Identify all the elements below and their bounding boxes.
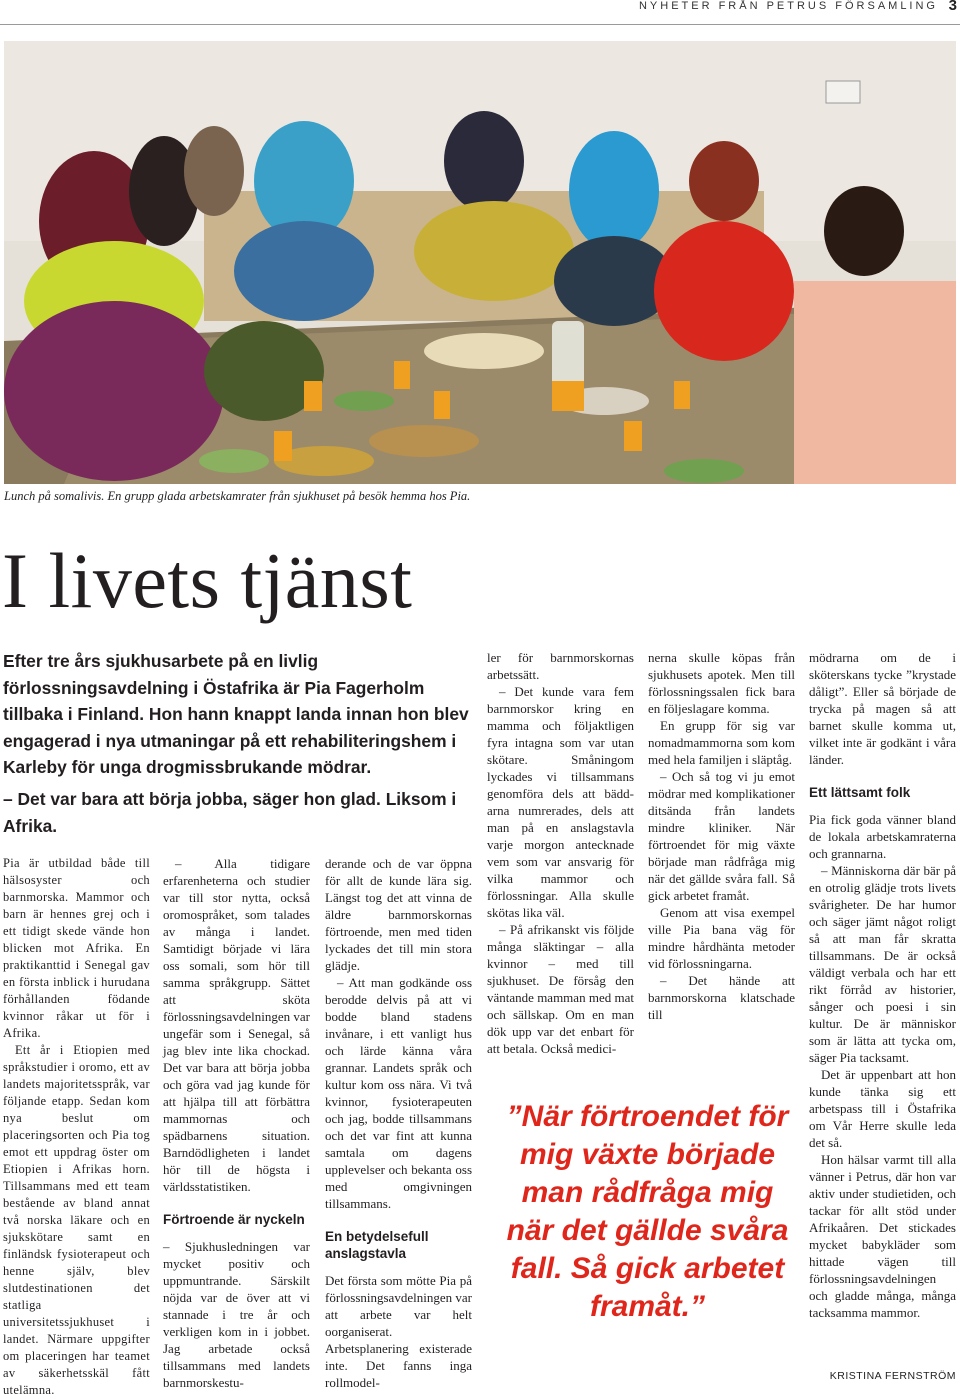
photo-caption: Lunch på somalivis. En grupp glada arbetskamrater från sjukhuset på besök hemma hos Pia.	[4, 489, 471, 503]
page-number: 3	[948, 0, 957, 14]
subheading: Ett lättsamt folk	[809, 785, 911, 800]
paragraph: Genom att visa exempel ville Pia bana väg för mindre hårdhänta metoder vid förlossningarna.	[648, 905, 795, 971]
article-lead-quote: – Det var bara att börja jobba, säger hon glad. Liksom i Afrika.	[3, 789, 457, 836]
text-column-6	[809, 649, 956, 1321]
author-byline: KRISTINA FERNSTRÖM	[829, 1370, 956, 1382]
paragraph: Det första som mötte Pia på förlossningsavdelningen var att arbete var helt oorganiserat. Arbetsplanering existerade inte. Det fanns inga rollmodel-	[325, 1273, 472, 1390]
section-title: NYHETER FRÅN PETRUS FÖRSAMLING	[638, 0, 938, 12]
paragraph: mödrarna om de i sköterskans tycke ”krystade dåligt”. Eller så började de trycka på magen så att barnet skulle komma ut, vilket inte är godkänt i våra länder.	[809, 650, 956, 767]
paragraph: – Och så tog vi ju emot mödrar med komplikationer ditsända från landets mindre kliniker. När förtroendet för mig växte började man rådfråga mig när det gällde svåra fall. Så gick arbetet framåt.	[648, 769, 795, 903]
paragraph: Ett år i Etiopien med språkstudier i oromo, ett av landets majoritetsspråk, var följande etapp. Sedan kom nya beslut om placeringsorten och Pia tog emot ett uppdrag öster om Etiopien i Afrikas horn. Tillsammans med ett team bestående av bland annat två norska läkare och en sjukskötare samt en finländsk fysioterapeut och henne själv, blev slutdestinationen det statliga universitetssjukhuset i landet. Närmare uppgifter om placeringen har teamet av säkerhetsskäl fått utelämna.	[3, 1043, 150, 1397]
paragraph: – Alla tidigare erfarenheterna och studier var till stor nytta, också oromospråket, som talades av många i landet. Samtidigt började vi lära oss somali, som hör till samma språkgrupp. Sättet att sköta förlossningsavdelningen var ungefär som i Senegal, så jag blev inte lika chockad. Det var bara att börja jobba och göra vad jag kunde för att hjälpa till att förbättra mammornas och spädbarnens situation. Barndödligheten i landet hör till de högsta i världsstatistiken.	[163, 856, 310, 1194]
paragraph: Pia är utbildad både till hälsosyster och barnmorska. Mammor och barn är hennes grej och i ett tidigt skede vände hon blicken mot Afrika. En praktikanttid i Senegal gav en första inblick i hurudana förhållanden födande kvinnor råkar ut för i Afrika.	[3, 856, 150, 1040]
article-lead: Efter tre års sjukhusarbete på en livlig förlossningsavdelning i Östafrika är Pia Fagerholm tillbaka i Finland. Hon hann knappt landa innan hon blev engagerad i nya utmaningar på ett rehabiliteringshem i Karleby för unga drogmissbrukande mödrar.	[3, 651, 469, 777]
paragraph: Pia fick goda vänner bland de lokala arbetskamraterna och grannarna.	[809, 812, 956, 861]
page-header	[0, 0, 960, 25]
paragraph: En grupp för sig var nomadmammorna som kom med hela familjen i släptåg.	[648, 718, 795, 767]
lunch-photo	[4, 41, 956, 484]
paragraph: – På afrikanskt vis följde många släktingar – alla kvinnor – med till sjukhuset. De försåg den väntande mamman med mat och sällskap. Om en man dök upp var det enbart för att betala. Också medici-	[487, 922, 634, 1056]
paragraph: – Det kunde vara fem barnmorskor kring en mamma och följaktligen fyra intagna som var utan skötare. Småningom lyckades vi tillsammans genomföra dels att bäddarna numrerades, dels att man på en anslagstavla varje morgon antecknade vem som var ansvarig för vilka mammor och förlossningar. Alla skulle skötas lika väl.	[487, 684, 634, 920]
paragraph: – Det hände att barnmorskorna klatschade till	[648, 973, 795, 1022]
paragraph: – Att man godkände oss berodde delvis på att vi bodde bland stadens invånare, i ett vanligt hus och lärde känna våra grannar. Landets språk och kultur kom oss nära. Vi två kvinnor, fysioterapeuten och jag, bodde tillsammans och det var fint att kunna samtala om dagens upplevelser och bekanta oss med omgivningen tillsammans.	[325, 975, 472, 1211]
paragraph: ler för barnmorskornas arbetssätt.	[487, 650, 634, 682]
article-headline: I livets tjänst	[2, 537, 413, 624]
paragraph: nerna skulle köpas från sjukhusets apotek. Men till förlossningssalen fick bara en följeslagare komma.	[648, 650, 795, 716]
paragraph: – Sjukhusledningen var mycket positiv och uppmuntrande. Särskilt nöjda var de över att vi stannade i tre år och verkligen kom in i jobbet. Jag arbetade också tillsammans med landets barnmorskestu-	[163, 1239, 310, 1390]
subheading: En betydelsefull anslagstavla	[325, 1229, 429, 1261]
text-column-3	[325, 855, 472, 1391]
paragraph: Det är uppenbart att hon kunde tänka sig ett arbetspass till i Östafrika om Vår Herre skulle leda det så.	[809, 1067, 956, 1150]
paragraph: – Människorna där bär på en otrolig glädje trots livets svårigheter. De har humor och säger jämt något roligt så att man får skratta tillsammans. De är också väldigt verbala och har ett rikt förråd av historier, sånger och poesi i sin kultur. De är människor som är lätta att tycka om, säger Pia tacksamt.	[809, 863, 956, 1065]
text-column-2	[163, 855, 310, 1391]
text-column-4	[487, 649, 634, 1057]
photo-illustration	[4, 41, 956, 484]
text-column-5	[648, 649, 795, 1023]
pull-quote: ”När förtroendet för mig växte började man rådfråga mig när det gällde svåra fall. Så gick arbetet framåt.”	[506, 1100, 789, 1323]
subheading: Förtroende är nyckeln	[163, 1212, 305, 1227]
text-column-1	[3, 855, 150, 1399]
paragraph: Hon hälsar varmt till alla vänner i Petrus, där hon var aktiv under studietiden, och tackar för allt stöd under Afrikaåren. Det stickades mycket babykläder som hittade vägen till förlossningsavdelningen och gladde många, många tacksamma mammor.	[809, 1152, 956, 1320]
paragraph: derande och de var öppna för allt de kunde lära sig. Längst tog det att vinna de äldre barnmorskornas förtroende, men med tiden lyckades det till min stora glädje.	[325, 856, 472, 973]
